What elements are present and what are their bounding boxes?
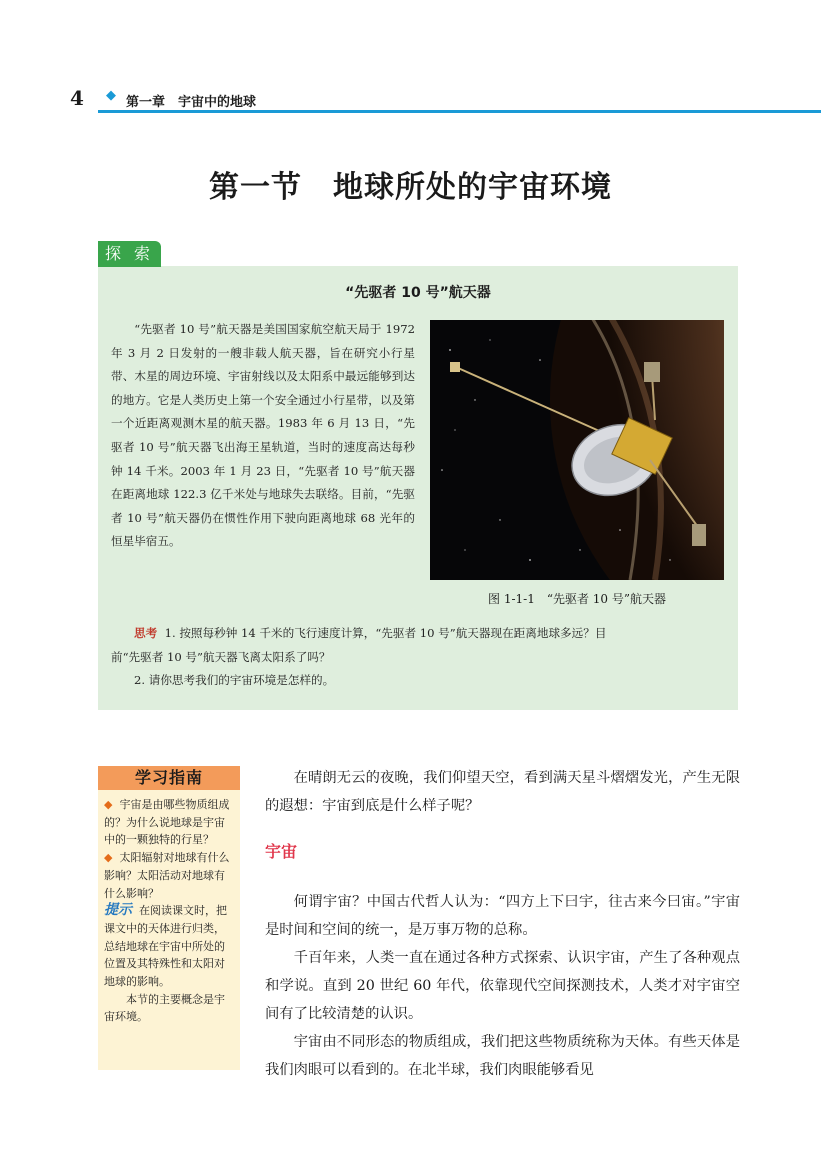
tip-label: 提示 <box>104 902 132 919</box>
guide-item-1-text: 宇宙是由哪些物质组成的？为什么说地球是宇宙中的一颗独特的行星？ <box>104 798 230 847</box>
diamond-bullet-icon: ◆ <box>104 798 113 811</box>
header-rule <box>98 110 821 113</box>
main-text-column <box>265 764 740 1084</box>
main-paragraph-4: 宇宙由不同形态的物质组成，我们把这些物质统称为天体。有些天体是我们肉眼可以看到的。在北半球，我们肉眼能够看见 <box>265 1034 740 1078</box>
think-q1-first: 1. 按照每秒钟 14 千米的飞行速度计算，“先驱者 10 号”航天器现在距离地球多远？目 <box>164 626 607 640</box>
page-number: 4 <box>70 86 84 110</box>
think-q2: 2. 请你思考我们的宇宙环境是怎样的。 <box>134 673 335 688</box>
guide-item-2 <box>104 849 234 902</box>
diamond-bullet-icon: ◆ <box>106 88 116 103</box>
spacecraft-illustration <box>430 320 724 580</box>
main-paragraph-1: 在晴朗无云的夜晚，我们仰望天空，看到满天星斗熠熠发光，产生无限的遐想：宇宙到底是什么样子呢？ <box>265 770 740 814</box>
chapter-title: 第一章 宇宙中的地球 <box>126 95 257 110</box>
guide-concept: 本节的主要概念是宇宙环境。 <box>104 992 225 1024</box>
figure-caption: 图 1-1-1 “先驱者 10 号”航天器 <box>488 592 666 606</box>
explore-tag: 探 索 <box>98 241 161 267</box>
subheading-universe: 宇宙 <box>265 842 298 861</box>
think-line-1 <box>111 622 726 646</box>
pioneer-10-spacecraft-image <box>430 320 724 580</box>
main-paragraph-2: 何谓宇宙？中国古代哲人认为：“四方上下曰宇，往古来今曰宙。”宇宙是时间和空间的统一，是万事万物的总称。 <box>265 894 740 938</box>
think-label: 思考 <box>134 626 158 640</box>
think-questions <box>111 622 726 693</box>
explore-title: “先驱者 10 号”航天器 <box>345 285 491 301</box>
guide-item-1 <box>104 796 234 849</box>
guide-tip <box>104 902 234 991</box>
guide-item-2-text: 太阳辐射对地球有什么影响？太阳活动对地球有什么影响？ <box>104 851 230 900</box>
study-guide-content <box>104 796 234 1026</box>
think-q1-continued: 前“先驱者 10 号”航天器飞离太阳系了吗？ <box>111 649 331 664</box>
study-guide-title: 学习指南 <box>98 766 240 790</box>
main-paragraph-3: 千百年来，人类一直在通过各种方式探索、认识宇宙，产生了各种观点和学说。直到 20 世纪 60 年代，依靠现代空间探测技术，人类才对宇宙空间有了比较清楚的认识。 <box>265 950 740 1022</box>
diamond-bullet-icon: ◆ <box>104 851 113 865</box>
tip-text: 在阅读课文时，把课文中的天体进行归类，总结地球在宇宙中所处的位置及其特殊性和太阳对地球的影响。 <box>104 904 227 989</box>
explore-body-text: “先驱者 10 号”航天器是美国国家航空航天局于 1972 年 3 月 2 日发射的一艘非载人航天器，旨在研究小行星带、木星的周边环境、宇宙射线以及太阳系中最远能够到达的地方。它是人类历史上第一个安全通过小行星带，以及第一个近距离观测木星的航天器。1983 年 6 月 13 日，“先驱者 10 号”航天器飞出海王星轨道，当时的速度高达每秒钟 14 千米。2003 年 1 月 23 日，“先驱者 10 号”航天器在距离地球 122.3 亿千米处与地球失去联络。目前，“先驱者 10 号”航天器仍在惯性作用下驶向距离地球 68 光年的恒星毕宿五。 <box>111 322 415 549</box>
section-title: 第一节 地球所处的宇宙环境 <box>209 170 612 205</box>
